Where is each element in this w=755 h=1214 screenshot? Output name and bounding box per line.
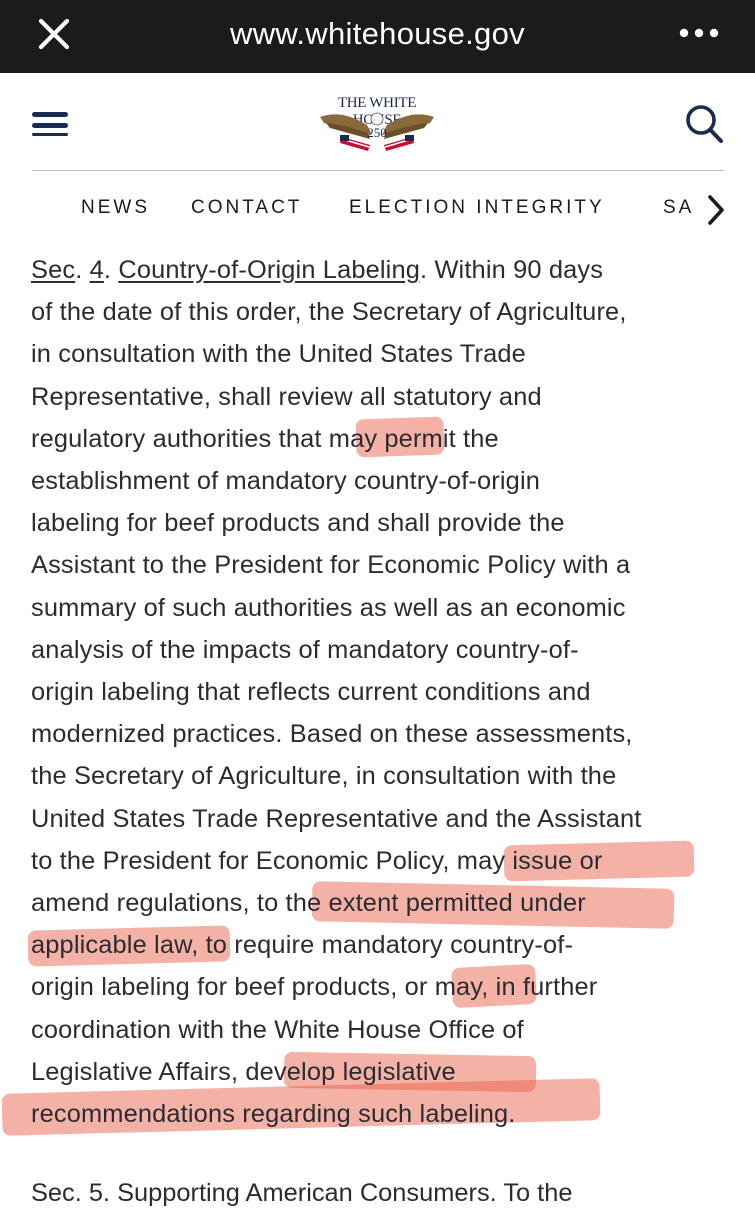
article-line: applicable law, to require mandatory country-of- (31, 931, 574, 960)
tab-news[interactable]: NEWS (81, 197, 150, 218)
svg-text:250: 250 (367, 125, 387, 140)
article-line: establishment of mandatory country-of-origin (31, 467, 541, 496)
article-line: amend regulations, to the extent permitted under (31, 889, 586, 918)
tab-election-integrity[interactable]: ELECTION INTEGRITY (349, 197, 605, 218)
article-body (31, 249, 731, 1135)
logo-text: THE WHITE (337, 95, 417, 111)
article-line: United States Trade Representative and the Assistant (31, 804, 642, 833)
section-heading-line: Sec. 4. Country-of-Origin Labeling. Within 90 days (31, 256, 604, 284)
article-line: analysis of the impacts of mandatory country-of- (31, 635, 579, 664)
article-line: modernized practices. Based on these assessments, (31, 720, 633, 749)
article-line: origin labeling for beef products, or may, in further (31, 973, 598, 1002)
sec-label: Sec (31, 256, 76, 284)
article-line: coordination with the White House Office of (31, 1015, 524, 1044)
article-line: recommendations regarding such labeling. (31, 1100, 516, 1129)
article-line: of the date of this order, the Secretary of Agriculture, (31, 298, 627, 327)
article-line: in consultation with the United States Trade (31, 340, 526, 369)
article-line: the Secretary of Agriculture, in consultation with the (31, 762, 617, 791)
article-line: labeling for beef products and shall provide the (31, 509, 565, 538)
article-line: Legislative Affairs, develop legislative (31, 1057, 456, 1086)
article-line: Representative, shall review all statutory and (31, 382, 542, 411)
sec-number: 4 (89, 256, 104, 284)
article-line: regulatory authorities that may permit the (31, 424, 499, 453)
sec-title: Country-of-Origin Labeling (118, 256, 421, 284)
article-line: Assistant to the President for Economic Policy with a (31, 551, 631, 580)
article-line: to the President for Economic Policy, may issue or (31, 846, 603, 875)
url-display[interactable]: www.whitehouse.gov (230, 16, 525, 51)
next-section-line: Sec. 5. Supporting American Consumers. To the (31, 1179, 573, 1207)
tab-contact[interactable]: CONTACT (191, 197, 303, 218)
article-line: Within 90 days (434, 256, 604, 284)
tab-truncated[interactable]: SA (663, 197, 695, 218)
article-line: origin labeling that reflects current conditions and (31, 678, 591, 707)
article-line: summary of such authorities as well as an economic (31, 593, 626, 622)
